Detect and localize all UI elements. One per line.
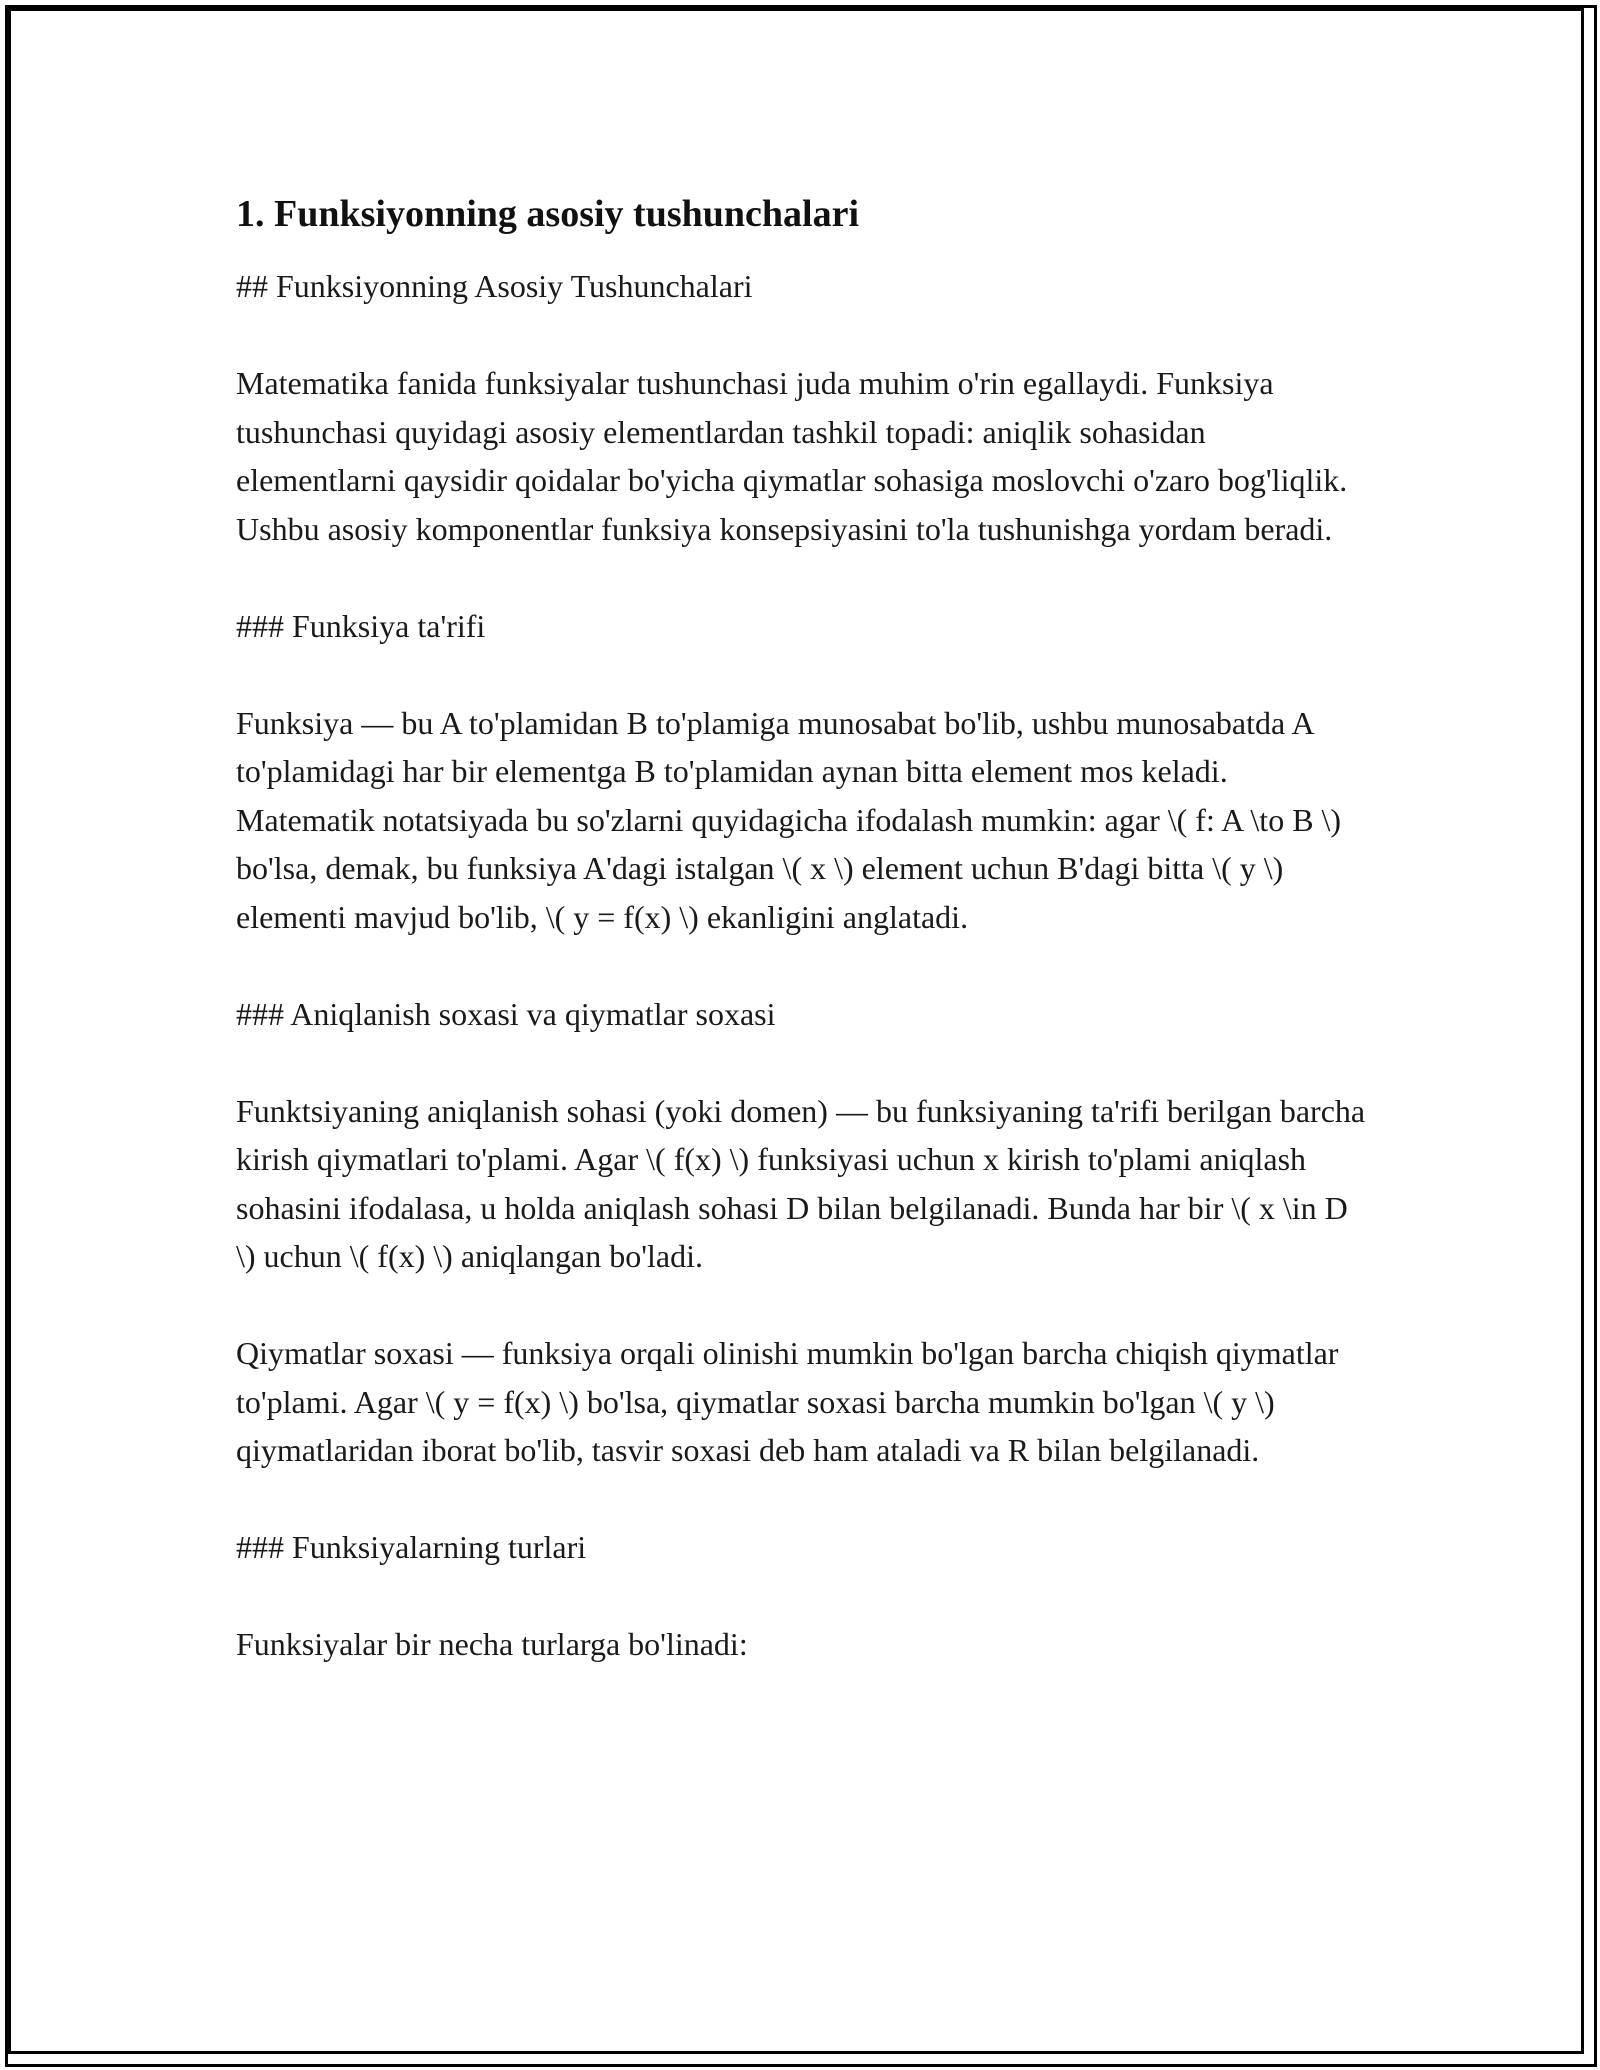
markdown-heading-definition: ### Funksiya ta'rifi <box>236 607 486 644</box>
intro-paragraph: Matematika fanida funksiyalar tushunchasi juda muhim o'rin egallaydi. Funksiya tushunchasi quyidagi asosiy elementlardan tashkil topadi: aniqlik sohasidan elementlarni qaysidir qoidalar bo'yicha qiymatlar sohasiga moslovchi o'zaro bog'liqlik. Ushbu asosiy komponentlar funksiya konsepsiyasini to'la tushunishga yordam beradi. <box>236 365 1348 547</box>
range-paragraph: Qiymatlar soxasi — funksiya orqali olinishi mumkin bo'lgan barcha chiqish qiymatlar to'plami. Agar \( y = f(x) \) bo'lsa, qiymatlar soxasi barcha mumkin bo'lgan \( y \) qiymatlaridan iborat bo'lib, tasvir soxasi deb ham ataladi va R bilan belgilanadi. <box>236 1335 1339 1468</box>
types-paragraph: Funksiyalar bir necha turlarga bo'linadi: <box>236 1626 748 1662</box>
document-title: 1. Funksiyonning asosiy tushunchalari <box>236 193 860 235</box>
markdown-heading-domain-range: ### Aniqlanish soxasi va qiymatlar soxasi <box>236 995 776 1032</box>
domain-paragraph: Funktsiyaning aniqlanish sohasi (yoki domen) — bu funksiyaning ta'rifi berilgan barcha kirish qiymatlari to'plami. Agar \( f(x) \) funksiyasi uchun x kirish to'plami aniqlash sohasini ifodalasa, u holda aniqlash sohasi D bilan belgilanadi. Bunda har bir \( x \in D \) uchun \( f(x) \) aniqlangan bo'ladi. <box>236 1092 1366 1274</box>
definition-paragraph: Funksiya — bu A to'plamidan B to'plamiga munosabat bo'lib, ushbu munosabatda A to'plamidagi har bir elementga B to'plamidan aynan bitta element mos keladi. Matematik notatsiyada bu so'zlarni quyidagicha ifodalash mumkin: agar \( f: A \to B \) bo'lsa, demak, bu funksiya A'dagi istalgan \( x \) element uchun B'dagi bitta \( y \) elementi mavjud bo'lib, \( y = f(x) \) ekanligini anglatadi. <box>236 704 1342 935</box>
document-body <box>236 188 1366 1669</box>
markdown-heading-types: ### Funksiyalarning turlari <box>236 1529 587 1565</box>
markdown-heading-h2: ## Funksiyonning Asosiy Tushunchalari <box>236 268 753 304</box>
